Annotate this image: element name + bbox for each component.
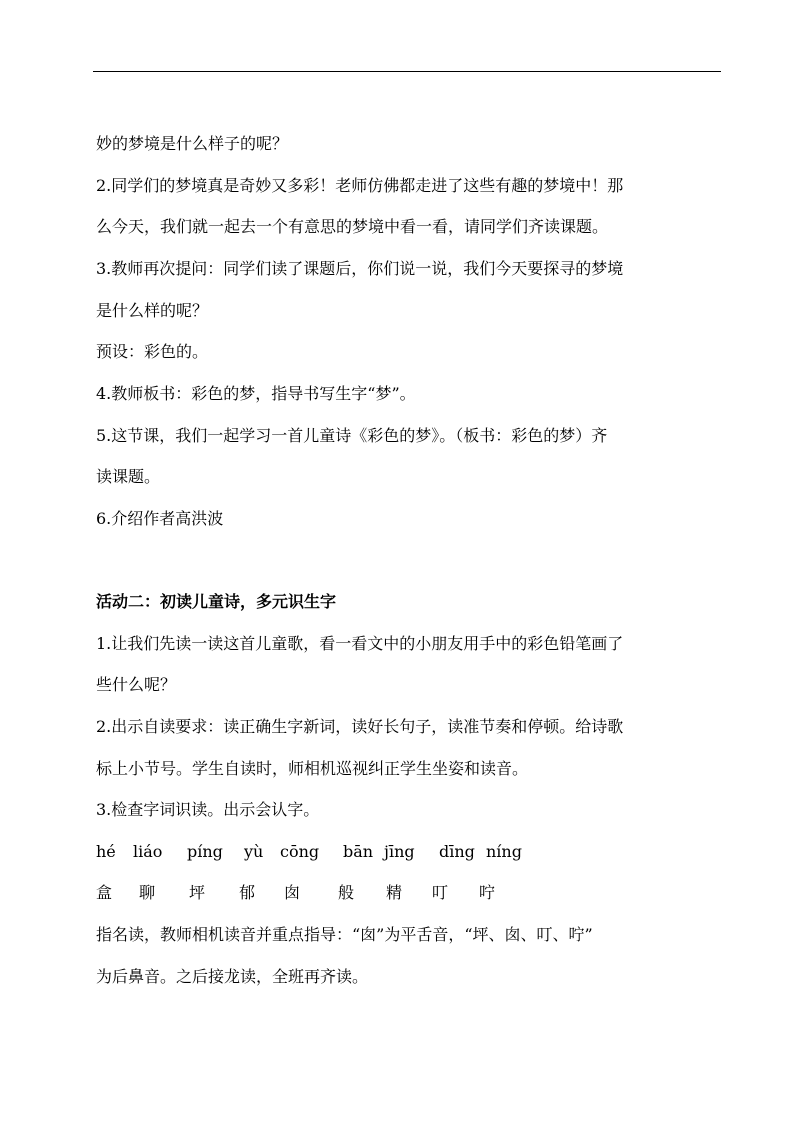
pinyin-item: hé: [96, 842, 116, 861]
character-item: 囱: [284, 883, 301, 902]
pinyin-item: liáo: [133, 842, 163, 861]
paragraph-line: 为后鼻音。之后接龙读，全班再齐读。: [96, 967, 369, 986]
pinyin-item: dīng: [439, 842, 475, 861]
character-item: 郁: [239, 883, 256, 902]
character-item: 咛: [479, 883, 496, 902]
character-item: 盒: [96, 883, 113, 902]
paragraph-line: 么今天，我们就一起去一个有意思的梦境中看一看，请同学们齐读课题。: [96, 217, 609, 236]
paragraph-line: 3.教师再次提问：同学们读了课题后，你们说一说，我们今天要探寻的梦境: [96, 259, 624, 278]
pinyin-item: jīng: [384, 842, 415, 861]
paragraph-line: 6.介绍作者高洪波: [96, 509, 224, 528]
paragraph-line: 2.同学们的梦境真是奇妙又多彩！老师仿佛都走进了这些有趣的梦境中！那: [96, 176, 624, 195]
paragraph-line: 标上小节号。学生自读时，师相机巡视纠正学生坐姿和读音。: [96, 759, 529, 778]
paragraph-line: 是什么样的呢？: [96, 301, 209, 320]
character-item: 般: [338, 883, 355, 902]
pinyin-item: cōng: [280, 842, 320, 861]
paragraph-line: 1.让我们先读一读这首儿童歌，看一看文中的小朋友用手中的彩色铅笔画了: [96, 634, 624, 653]
character-item: 叮: [432, 883, 449, 902]
paragraph-line: 4.教师板书：彩色的梦，指导书写生字“梦”。: [96, 384, 416, 403]
paragraph-line: 些什么呢？: [96, 675, 177, 694]
section-heading: 活动二：初读儿童诗，多元识生字: [96, 592, 337, 611]
paragraph-line: 3.检查字词识读。出示会认字。: [96, 800, 320, 819]
paragraph-line: 妙的梦境是什么样子的呢？: [96, 134, 289, 153]
pinyin-item: píng: [187, 842, 223, 861]
paragraph-line: 2.出示自读要求：读正确生字新词，读好长句子，读准节奏和停顿。给诗歌: [96, 717, 624, 736]
character-item: 精: [386, 883, 403, 902]
character-item: 聊: [139, 883, 156, 902]
paragraph-line: 读课题。: [96, 467, 161, 486]
pinyin-item: bān: [343, 842, 374, 861]
header-rule: [93, 71, 721, 72]
pinyin-item: yù: [244, 842, 264, 861]
paragraph-line: 指名读，教师相机读音并重点指导：“囱”为平舌音，“坪、囱、叮、咛”: [96, 925, 593, 944]
pinyin-item: níng: [486, 842, 522, 861]
character-item: 坪: [189, 883, 206, 902]
paragraph-line: 5.这节课，我们一起学习一首儿童诗《彩色的梦》。（板书：彩色的梦）齐: [96, 426, 608, 445]
paragraph-line: 预设：彩色的。: [96, 342, 209, 361]
